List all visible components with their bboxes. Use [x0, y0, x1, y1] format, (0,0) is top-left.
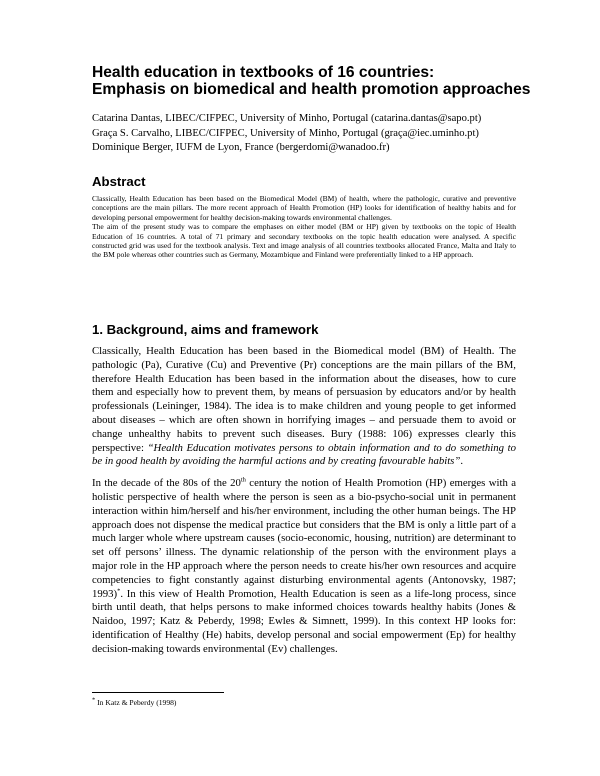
quotation: “Health Education motivates persons to obtain information and to do something to be in good health by avoiding the harmful actions and by creating favourable habits” [92, 441, 517, 468]
author-entry: Catarina Dantas, LIBEC/CIFPEC, University of Minho, Portugal (catarina.dantas@sapo.pt) [92, 113, 482, 124]
abstract-paragraph: The aim of the present study was to compare the emphases on either model (BM or HP) given by textbooks on the topic of Health Education of 16 countries. A total of 71 primary and secondary textbooks on the topic health education were analysed. A specific constructed grid was used for the textbook analysis. Text and image analysis of all countries textbooks allocated France, Malta and Italy to the BM pole whereas other countries such as Germany, Mozambique and Finland were preferentially linked to a HP approach. [92, 222, 516, 260]
footnote-marker: * [117, 586, 121, 594]
title-line-2: Emphasis on biomedical and health promotion approaches [92, 81, 531, 98]
author-list [92, 112, 532, 156]
footnote [92, 698, 176, 708]
author-entry: Dominique Berger, IUFM de Lyon, France (bergerdomi@wanadoo.fr) [92, 142, 390, 153]
paragraph-text: century the notion of Health Promotion (HP) emerges with a holistic perspective of health where the person is seen as a bio-psycho-social unit in permanent interaction within him/herself and his/her environment, including the other human beings. The HP approach does not dispense the medical practice but considers that the BM is only a little part of a much larger whole where upstream causes (socio-economic, housing, nutrition) are determinant to set off persons’ illness. The dynamic relationship of the person with the environment plays a major role in the HP approach where the person needs to create his/her own resources and acquire competencies to fight constantly against disturbing environmental agents (Antonovsky, 1987; 1993) [92, 477, 516, 600]
footnote-divider [92, 692, 224, 693]
paragraph-text: Classically, Health Education has been based in the Biomedical model (BM) of Health. The pathologic (Pa), Curative (Cu) and Preventive (Pr) conceptions are the main pillars of the BM, therefore Health Education has been based in the information about the diseases, how to cure them and especially how to prevent them, by means of persuasion by educators and/or by health professionals (Leininger, 1984). The idea is to make children and young people to get informed about diseases – which are often shown in horrifying images – and persuade them to avoid or change unhealthy habits to prevent such diseases. Bury (1988: 106) expresses clearly this perspective: [92, 345, 516, 454]
body-paragraph [92, 345, 516, 469]
abstract-heading: Abstract [92, 174, 146, 189]
body-paragraph [92, 477, 516, 656]
section-body [92, 345, 516, 665]
paragraph-text: In the decade of the 80s of the 20 [92, 477, 241, 490]
paragraph-text: . [460, 455, 464, 468]
footnote-marker: * [92, 696, 96, 704]
paragraph-text: . In this view of Health Promotion, Health Education is seen as a life-long process, since birth until death, that helps persons to make informed choices towards healthy habits (Jones & Naidoo, 1997; Katz & Peberdy, 1998; Ewles & Simnett, 1999). In this context HP looks for: identification of Healthy (He) habits, develop personal and social empowerment (Ep) for healthy decision-making towards environmental (Ev) challenges. [92, 587, 516, 655]
abstract-body [92, 194, 516, 260]
paper-title [92, 64, 532, 98]
author-entry: Graça S. Carvalho, LIBEC/CIFPEC, University of Minho, Portugal (graça@iec.uminho.pt) [92, 127, 479, 139]
abstract-paragraph: Classically, Health Education has been based on the Biomedical Model (BM) of health, where the pathologic, curative and preventive conceptions are the main pillars. The more recent approach of Health Promotion (HP) looks for identification of healthy habits and for developing personal empowerment for healthy decision-making towards environmental challenges. [92, 194, 516, 222]
section-heading: 1. Background, aims and framework [92, 322, 319, 337]
footnote-text: In Katz & Peberdy (1998) [95, 698, 177, 707]
ordinal-superscript: th [240, 476, 246, 484]
title-line-1: Health education in textbooks of 16 countries: [92, 64, 435, 81]
